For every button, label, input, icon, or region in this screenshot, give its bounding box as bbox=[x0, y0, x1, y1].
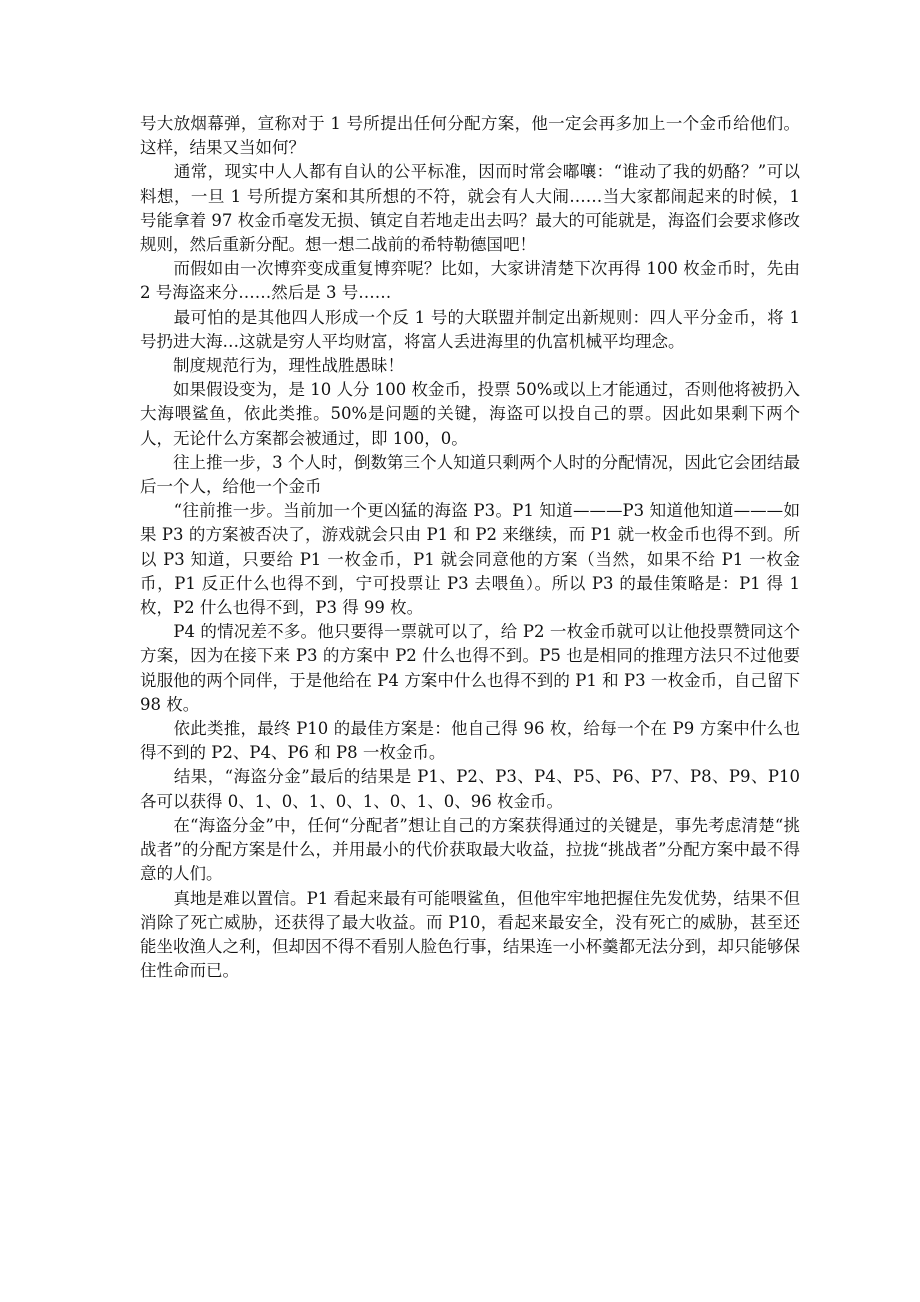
paragraph-9: P4 的情况差不多。他只要得一票就可以了，给 P2 一枚金币就可以让他投票赞同这个方案，因为在接下来 P3 的方案中 P2 什么也得不到。P5 也是相同的推理方法只不过他要说服他的两个同伴，于是他给在 P4 方案中什么也得不到的 P1 和 P3 一枚金币，自己留下 98 枚。 bbox=[140, 622, 806, 714]
paragraph-11: 结果，“海盗分金”最后的结果是 P1、P2、P3、P4、P5、P6、P7、P8、P9、P10 各可以获得 0、1、0、1、0、1、0、1、0、96 枚金币。 bbox=[140, 767, 806, 811]
paragraph-12: 在“海盗分金”中，任何“分配者”想让自己的方案获得通过的关键是，事先考虑清楚“挑战者”的分配方案是什么，并用最小的代价获取最大收益，拉拢“挑战者”分配方案中最不得意的人们。 bbox=[140, 815, 800, 884]
paragraph-6: 如果假设变为，是 10 人分 100 枚金币，投票 50%或以上才能通过，否则他将被扔入大海喂鲨鱼，依此类推。50%是问题的关键，海盗可以投自己的票。因此如果剩下两个人，无论什么方案都会被通过，即 100，0。 bbox=[140, 380, 800, 448]
paragraph-8: “往前推一步。当前加一个更凶猛的海盗 P3。P1 知道———P3 知道他知道———如果 P3 的方案被否决了，游戏就会只由 P1 和 P2 来继续，而 P1 就一枚金币也得不到。所以 P3 知道，只要给 P1 一枚金币，P1 就会同意他的方案（当然，如果不给 P1 一枚金币，P1 反正什么也得不到，宁可投票让 P3 去喂鱼）。所以 P3 的最佳策略是：P1 得 1 枚，P2 什么也得不到，P3 得 99 枚。 bbox=[140, 501, 806, 618]
paragraph-1: 号大放烟幕弹，宣称对于 1 号所提出任何分配方案，他一定会再多加上一个金币给他们。这样，结果又当如何？ bbox=[140, 114, 800, 158]
paragraph-4: 最可怕的是其他四人形成一个反 1 号的大联盟并制定出新规则：四人平分金币，将 1 号扔进大海…这就是穷人平均财富，将富人丢进海里的仇富机械平均理念。 bbox=[140, 307, 806, 351]
paragraph-10: 依此类推，最终 P10 的最佳方案是：他自己得 96 枚，给每一个在 P9 方案中什么也得不到的 P2、P4、P6 和 P8 一枚金币。 bbox=[140, 719, 800, 763]
paragraph-3: 而假如由一次博弈变成重复博弈呢？比如，大家讲清楚下次再得 100 枚金币时，先由 2 号海盗来分……然后是 3 号…… bbox=[140, 259, 806, 303]
paragraph-7: 往上推一步，3 个人时，倒数第三个人知道只剩两个人时的分配情况，因此它会团结最后一个人，给他一个金币 bbox=[140, 452, 800, 497]
document-body bbox=[140, 112, 806, 983]
paragraph-5: 制度规范行为，理性战胜愚昧！ bbox=[140, 356, 404, 376]
paragraph-13: 真地是难以置信。P1 看起来最有可能喂鲨鱼，但他牢牢地把握住先发优势，结果不但消除了死亡威胁，还获得了最大收益。而 P10，看起来最安全，没有死亡的威胁，甚至还能坐收渔人之利，但却因不得不看别人脸色行事，结果连一小杯羹都无法分到，却只能够保住性命而已。 bbox=[140, 888, 800, 981]
paragraph-2: 通常，现实中人人都有自认的公平标准，因而时常会嘟嚷：“谁动了我的奶酪？”可以料想，一旦 1 号所提方案和其所想的不符，就会有人大闹……当大家都闹起来的时候，1 号能拿着 97 枚金币毫发无损、镇定自若地走出去吗？最大的可能就是，海盗们会要求修改规则，然后重新分配。想一想二战前的希特勒德国吧！ bbox=[140, 162, 806, 255]
